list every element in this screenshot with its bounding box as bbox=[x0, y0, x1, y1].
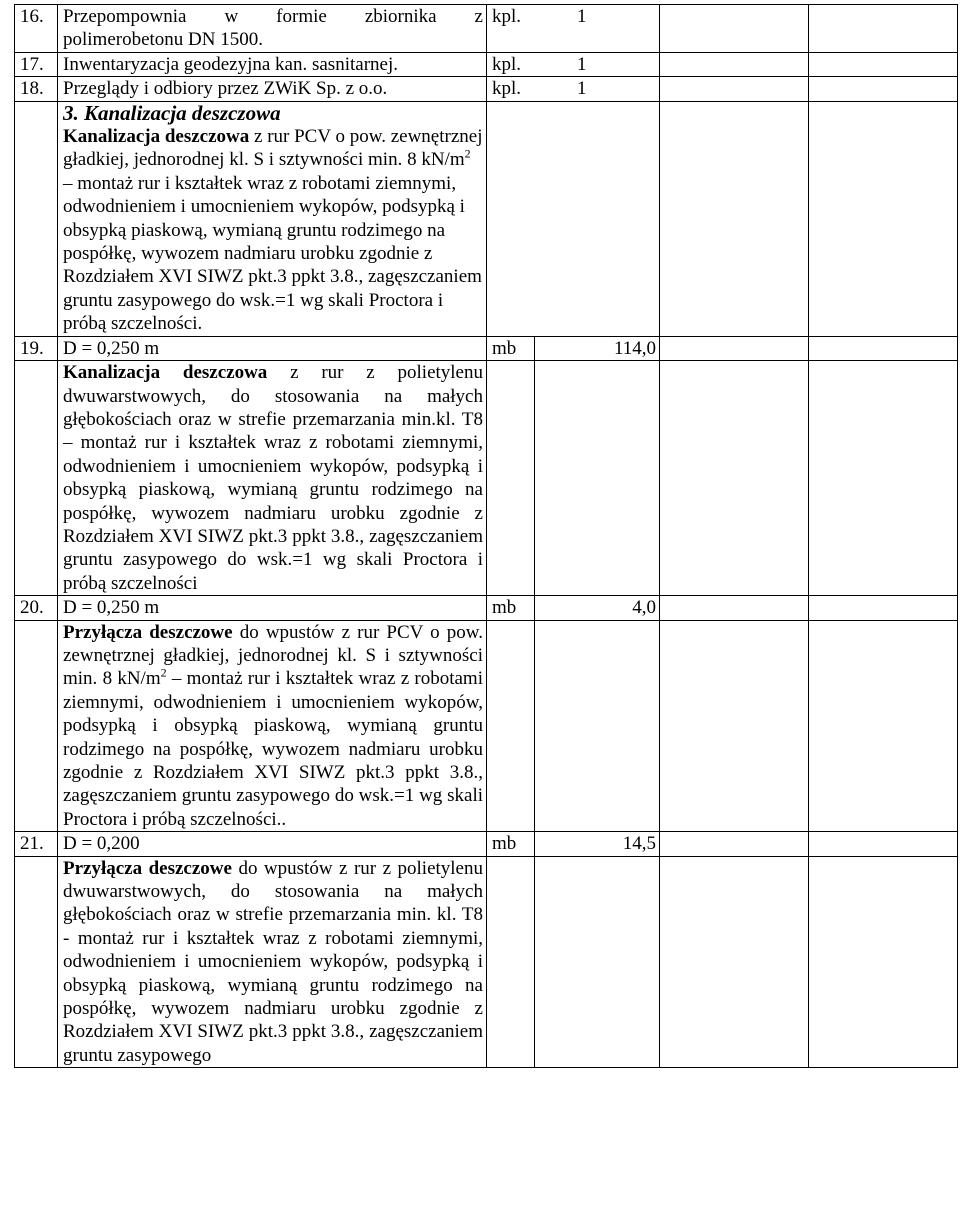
empty-cell bbox=[15, 101, 58, 336]
item-name: D = 0,250 m bbox=[58, 596, 487, 620]
item-quantity: 114,0 bbox=[535, 336, 660, 360]
empty-cell bbox=[660, 361, 809, 596]
item-description bbox=[58, 856, 487, 1068]
item-number: 18. bbox=[15, 77, 58, 101]
empty-cell bbox=[487, 361, 535, 596]
empty-cell bbox=[809, 77, 958, 101]
item-quantity: 14,5 bbox=[535, 832, 660, 856]
item-name: D = 0,250 m bbox=[58, 336, 487, 360]
item-quantity: 1 bbox=[577, 78, 587, 100]
description-text: – montaż rur i kształtek wraz z robotami ziemnymi, odwodnieniem i umocnieniem wykopów, podsypką i obsypką piaskową, wymianą gruntu rodzimego na pospółkę, wywozem nadmiaru urobku zgodnie z Rozdziałem XVI SIWZ pkt.3 ppkt 3.8., zagęszczaniem gruntu zasypowego do wsk.=1 wg skali Proctora i próbą szczelności.. bbox=[63, 668, 483, 830]
item-unit bbox=[487, 77, 660, 101]
empty-cell bbox=[487, 856, 535, 1068]
empty-cell bbox=[809, 620, 958, 832]
section-row bbox=[15, 101, 958, 336]
description-text: z rur PCV o pow. zewnętrznej gładkiej, jednorodnej kl. S i sztywności min. 8 kN/m bbox=[63, 126, 483, 171]
item-number: 17. bbox=[15, 52, 58, 76]
item-description bbox=[58, 361, 487, 596]
table-row bbox=[15, 52, 958, 76]
empty-cell bbox=[809, 101, 958, 336]
empty-cell bbox=[809, 5, 958, 53]
empty-cell bbox=[660, 52, 809, 76]
empty-cell bbox=[809, 832, 958, 856]
empty-cell bbox=[535, 361, 660, 596]
item-unit: mb bbox=[487, 336, 535, 360]
description-lead: Przyłącza deszczowe bbox=[63, 857, 232, 879]
empty-cell bbox=[660, 856, 809, 1068]
description-row bbox=[15, 620, 958, 832]
description-text: z rur z polietylenu dwuwarstwowych, do stosowania na małych głębokościach oraz w strefie przemarzania min.kl. T8 – montaż rur i kształtek wraz z robotami ziemnymi, odwodnieniem i umocnieniem wykopów, podsypką i obsypką piaskową, wymianą gruntu rodzimego na pospółkę, wywozem nadmiaru urobku zgodnie z Rozdziałem XVI SIWZ pkt.3 ppkt 3.8., zagęszczaniem gruntu zasypowego do wsk.=1 wg skali Proctora i próbą szczelności bbox=[63, 362, 483, 594]
item-number: 16. bbox=[15, 5, 58, 53]
item-name: Przeglądy i odbiory przez ZWiK Sp. z o.o. bbox=[58, 77, 487, 101]
description-text: do wpustów z rur z polietylenu dwuwarstwowych, do stosowania na małych głębokościach oraz w strefie przemarzania min. kl. T8 - montaż rur i kształtek wraz z robotami ziemnymi, odwodnieniem i umocnieniem wykopów, podsypką i obsypką piaskową, wymianą gruntu rodzimego na pospółkę, wywozem nadmiaru urobku zgodnie z Rozdziałem XVI SIWZ pkt.3 ppkt 3.8., zagęszczaniem gruntu zasypowego bbox=[63, 857, 483, 1066]
empty-cell bbox=[535, 856, 660, 1068]
empty-cell bbox=[660, 101, 809, 336]
empty-cell bbox=[660, 5, 809, 53]
item-unit bbox=[487, 5, 660, 53]
unit-label: kpl. bbox=[492, 53, 522, 75]
empty-cell bbox=[15, 361, 58, 596]
item-number: 19. bbox=[15, 336, 58, 360]
empty-cell bbox=[809, 596, 958, 620]
empty-cell bbox=[660, 596, 809, 620]
table-row bbox=[15, 77, 958, 101]
unit-label: kpl. bbox=[492, 6, 522, 27]
empty-cell bbox=[487, 101, 660, 336]
superscript: 2 bbox=[160, 666, 167, 681]
item-description bbox=[63, 125, 483, 336]
table-row bbox=[15, 596, 958, 620]
unit-label: kpl. bbox=[492, 78, 522, 100]
item-description bbox=[58, 620, 487, 832]
description-lead: Przyłącza deszczowe bbox=[63, 621, 233, 643]
section-title: 3. Kanalizacja deszczowa bbox=[63, 100, 281, 125]
cost-estimate-table bbox=[14, 4, 958, 1068]
table-row bbox=[15, 336, 958, 360]
item-name-line: Przepompownia w formie zbiornika z bbox=[63, 6, 483, 27]
item-unit: mb bbox=[487, 596, 535, 620]
description-row bbox=[15, 361, 958, 596]
empty-cell bbox=[660, 336, 809, 360]
item-name: D = 0,200 bbox=[58, 832, 487, 856]
section-cell bbox=[58, 101, 487, 336]
item-name bbox=[58, 5, 487, 53]
item-number: 20. bbox=[15, 596, 58, 620]
empty-cell bbox=[809, 856, 958, 1068]
empty-cell bbox=[809, 52, 958, 76]
description-text: do wpustów z rur PCV o pow. zewnętrznej gładkiej, jednorodnej kl. S i sztywności min. 8 kN/m bbox=[63, 621, 483, 690]
empty-cell bbox=[809, 361, 958, 596]
empty-cell bbox=[660, 620, 809, 832]
item-unit: mb bbox=[487, 832, 535, 856]
empty-cell bbox=[535, 620, 660, 832]
description-row bbox=[15, 856, 958, 1068]
item-quantity: 1 bbox=[577, 53, 587, 75]
table-row bbox=[15, 5, 958, 53]
superscript: 2 bbox=[464, 147, 471, 162]
item-name-line: polimerobetonu DN 1500. bbox=[63, 29, 264, 51]
description-lead: Kanalizacja deszczowa bbox=[63, 362, 268, 384]
empty-cell bbox=[660, 77, 809, 101]
empty-cell bbox=[660, 832, 809, 856]
empty-cell bbox=[809, 336, 958, 360]
empty-cell bbox=[15, 856, 58, 1068]
description-text: – montaż rur i kształtek wraz z robotami ziemnymi, odwodnieniem i umocnieniem wykopów, podsypką i obsypką piaskową, wymianą gruntu rodzimego na pospółkę, wywozem nadmiaru urobku zgodnie z Rozdziałem XVI SIWZ pkt.3 ppkt 3.8., zagęszczaniem gruntu zasypowego do wsk.=1 wg skali Proctora i próbą szczelności. bbox=[63, 172, 482, 335]
empty-cell bbox=[15, 620, 58, 832]
item-quantity: 1 bbox=[577, 6, 587, 27]
item-unit bbox=[487, 52, 660, 76]
item-name: Inwentaryzacja geodezyjna kan. sasnitarnej. bbox=[58, 52, 487, 76]
empty-cell bbox=[487, 620, 535, 832]
item-quantity: 4,0 bbox=[535, 596, 660, 620]
table-row bbox=[15, 832, 958, 856]
description-lead: Kanalizacja deszczowa bbox=[63, 126, 250, 148]
item-number: 21. bbox=[15, 832, 58, 856]
